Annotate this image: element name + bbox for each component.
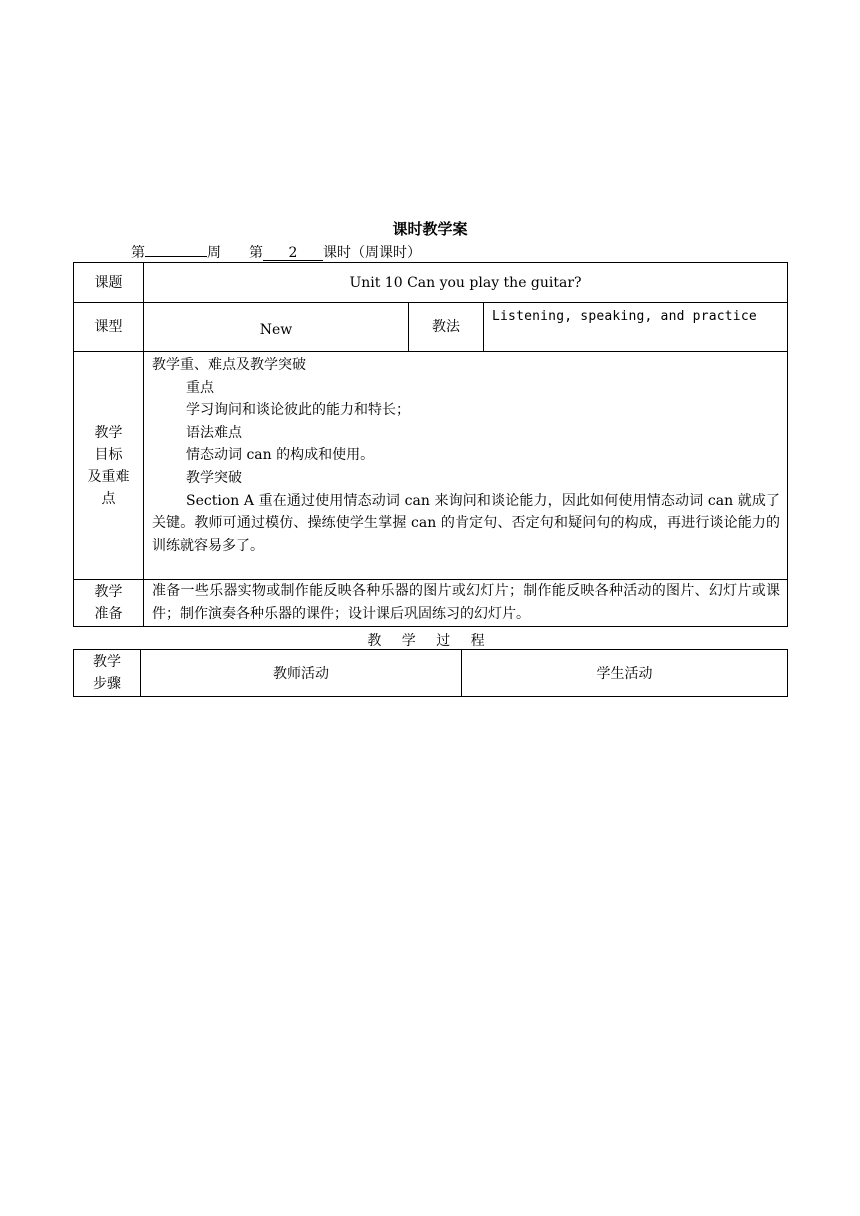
breakthrough-text: Section A 重在通过使用情态动词 can 来询问和谈论能力，因此如何使用情态动词 can 就成了关键。教师可通过模仿、操练使学生掌握 can 的肯定句、否定句和疑问句的构成，再进行谈论能力的训练就容易多了。 xyxy=(152,492,781,554)
topic-row xyxy=(74,263,788,303)
prep-value: 准备一些乐器实物或制作能反映各种乐器的图片或幻灯片；制作能反映各种活动的图片、幻灯片或课件；制作演奏各种乐器的课件；设计课后巩固练习的幻灯片。 xyxy=(144,580,788,627)
objectives-label xyxy=(74,352,144,580)
breakthrough-label: 教学突破 xyxy=(186,469,242,486)
step-label-line: 步骤 xyxy=(93,676,121,692)
week-suffix: 周 xyxy=(207,245,221,261)
grammar-text: 情态动词 can 的构成和使用。 xyxy=(186,447,375,464)
type-value: New xyxy=(144,303,409,352)
topic-label: 课题 xyxy=(74,263,144,303)
method-value: Listening, speaking, and practice xyxy=(484,303,788,352)
type-label: 课型 xyxy=(74,303,144,352)
objectives-content xyxy=(144,352,788,580)
process-heading: 教 学 过 程 xyxy=(367,633,493,649)
step-label xyxy=(74,650,141,697)
lesson-blank: 2 xyxy=(263,246,323,261)
prep-label-line: 准备 xyxy=(94,606,123,622)
lesson-info-table xyxy=(73,262,788,627)
objectives-label-line: 及重难 xyxy=(87,468,130,485)
process-header-row xyxy=(74,650,788,697)
key-point-text: 学习询问和谈论彼此的能力和特长； xyxy=(186,402,410,419)
period-line xyxy=(131,242,421,262)
lesson-prefix: 第 xyxy=(249,245,263,261)
document-title: 课时教学案 xyxy=(392,220,468,238)
objectives-label-line: 点 xyxy=(101,490,116,507)
objectives-row xyxy=(74,352,788,580)
lesson-suffix: 课时（周课时） xyxy=(323,245,421,261)
process-table xyxy=(73,649,788,697)
student-activity-header: 学生活动 xyxy=(462,650,788,697)
step-label-line: 教学 xyxy=(93,654,121,670)
grammar-label: 语法难点 xyxy=(186,424,242,441)
key-point-label: 重点 xyxy=(186,379,214,396)
prep-label-line: 教学 xyxy=(94,584,123,600)
week-blank xyxy=(145,256,207,257)
type-method-row xyxy=(74,303,788,352)
teacher-activity-header: 教师活动 xyxy=(141,650,462,697)
objectives-label-line: 教学 xyxy=(94,424,123,441)
week-prefix: 第 xyxy=(131,245,145,261)
topic-value: Unit 10 Can you play the guitar? xyxy=(144,263,788,303)
objectives-heading: 教学重、难点及教学突破 xyxy=(152,357,306,373)
prep-label xyxy=(74,580,144,627)
objectives-label-line: 目标 xyxy=(94,446,123,463)
prep-row xyxy=(74,580,788,627)
method-label: 教法 xyxy=(409,303,484,352)
